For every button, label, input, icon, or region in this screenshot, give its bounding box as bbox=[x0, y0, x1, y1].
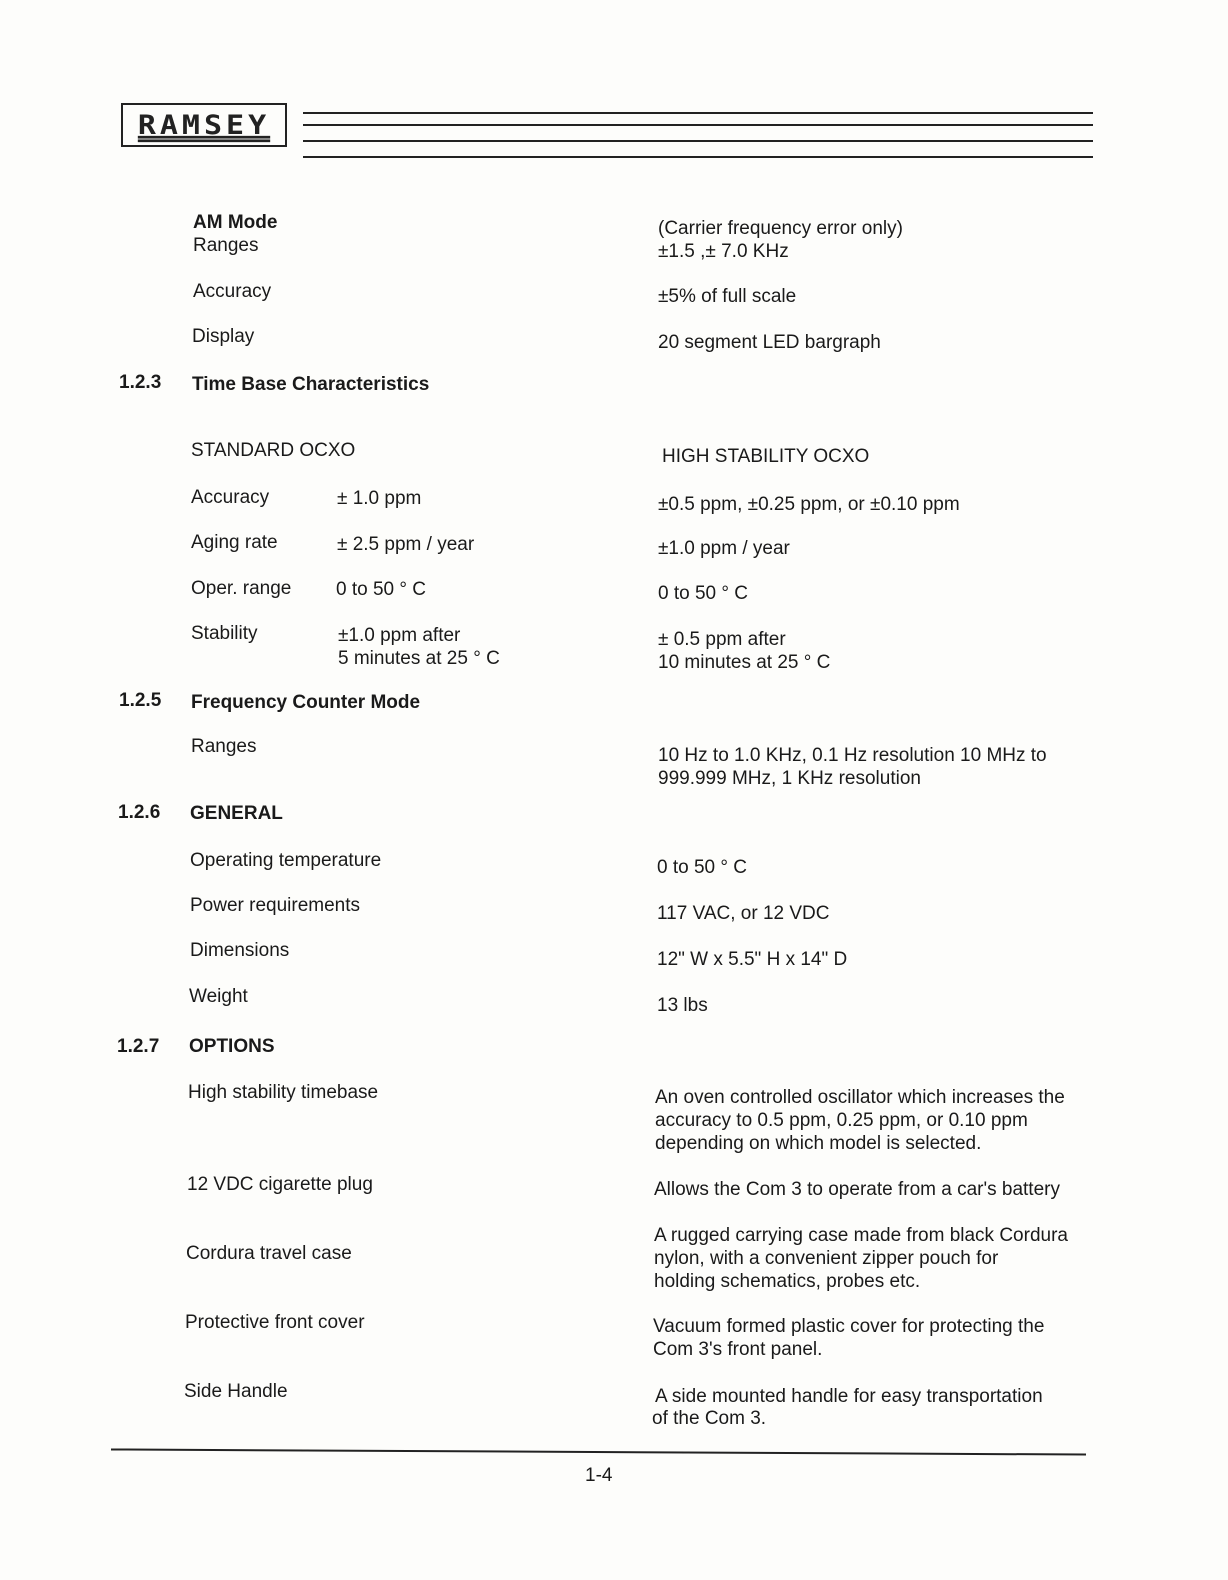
header-rule-top bbox=[303, 112, 1093, 114]
general-row-value: 0 to 50 ° C bbox=[657, 857, 747, 878]
tb-oper-range-high: 0 to 50 ° C bbox=[658, 583, 748, 604]
option-description: Allows the Com 3 to operate from a car's battery bbox=[654, 1179, 1060, 1200]
general-row-label: Weight bbox=[189, 986, 248, 1007]
tb-aging-label: Aging rate bbox=[191, 532, 278, 553]
general-row-value: 13 lbs bbox=[657, 995, 708, 1016]
freq-counter-heading: Frequency Counter Mode bbox=[191, 692, 421, 713]
option-description: nylon, with a convenient zipper pouch for bbox=[654, 1248, 999, 1269]
am-display-label: Display bbox=[192, 326, 255, 347]
am-display-value: 20 segment LED bargraph bbox=[658, 332, 881, 353]
am-ranges-label: Ranges bbox=[193, 235, 259, 256]
tb-accuracy-high: ±0.5 ppm, ±0.25 ppm, or ±0.10 ppm bbox=[658, 494, 960, 515]
page-number: 1-4 bbox=[585, 1465, 613, 1486]
tb-stability-std-2: 5 minutes at 25 ° C bbox=[338, 648, 500, 669]
tb-stability-high-2: 10 minutes at 25 ° C bbox=[658, 652, 831, 673]
standard-ocxo-title: STANDARD OCXO bbox=[191, 440, 356, 461]
general-row-label: Operating temperature bbox=[190, 850, 382, 871]
tb-aging-high: ±1.0 ppm / year bbox=[658, 538, 790, 559]
option-description: accuracy to 0.5 ppm, 0.25 ppm, or 0.10 ppm bbox=[655, 1110, 1028, 1131]
option-label: Side Handle bbox=[184, 1381, 288, 1402]
am-accuracy-value: ±5% of full scale bbox=[658, 286, 797, 307]
section-number: 1.2.3 bbox=[119, 372, 162, 393]
general-row-value: 117 VAC, or 12 VDC bbox=[657, 903, 830, 924]
general-heading: GENERAL bbox=[190, 803, 283, 824]
option-description: A side mounted handle for easy transportation bbox=[655, 1386, 1043, 1407]
section-number: 1.2.7 bbox=[117, 1036, 160, 1057]
option-description: holding schematics, probes etc. bbox=[654, 1271, 921, 1292]
option-description: Vacuum formed plastic cover for protecting the bbox=[653, 1316, 1045, 1337]
tb-oper-range-std: 0 to 50 ° C bbox=[336, 579, 426, 600]
fc-ranges-label: Ranges bbox=[191, 736, 257, 757]
option-description: of the Com 3. bbox=[652, 1408, 767, 1429]
tb-accuracy-std: ± 1.0 ppm bbox=[337, 488, 422, 509]
footer-rule bbox=[111, 1448, 1086, 1455]
fc-ranges-line-2: 999.999 MHz, 1 KHz resolution bbox=[658, 768, 921, 789]
tb-oper-range-label: Oper. range bbox=[191, 578, 292, 599]
option-label: Cordura travel case bbox=[186, 1243, 352, 1264]
tb-stability-std: ±1.0 ppm after bbox=[338, 625, 461, 646]
section-number: 1.2.5 bbox=[119, 690, 162, 711]
option-description: Com 3's front panel. bbox=[653, 1339, 823, 1360]
header-rule-middle bbox=[303, 124, 1093, 126]
am-ranges-value: ±1.5 ,± 7.0 KHz bbox=[658, 241, 789, 262]
time-base-heading: Time Base Characteristics bbox=[192, 374, 430, 395]
section-number: 1.2.6 bbox=[118, 802, 161, 823]
am-accuracy-label: Accuracy bbox=[193, 281, 272, 302]
option-description: An oven controlled oscillator which increases the bbox=[655, 1087, 1065, 1108]
tb-stability-label: Stability bbox=[191, 623, 258, 644]
logo-text: RAMSEY bbox=[137, 109, 271, 141]
option-description: depending on which model is selected. bbox=[655, 1133, 982, 1154]
option-label: 12 VDC cigarette plug bbox=[187, 1174, 373, 1195]
general-row-label: Dimensions bbox=[190, 940, 290, 961]
header-rule-bottom bbox=[303, 140, 1093, 142]
options-heading: OPTIONS bbox=[189, 1036, 275, 1057]
tb-accuracy-label: Accuracy bbox=[191, 487, 270, 508]
header-rule-under bbox=[303, 156, 1093, 158]
ramsey-logo bbox=[121, 103, 287, 147]
fc-ranges-line-1: 10 Hz to 1.0 KHz, 0.1 Hz resolution 10 MHz to bbox=[658, 745, 1047, 766]
high-stability-ocxo-title: HIGH STABILITY OCXO bbox=[662, 446, 870, 467]
general-row-label: Power requirements bbox=[190, 895, 361, 916]
option-label: High stability timebase bbox=[188, 1082, 379, 1103]
tb-aging-std: ± 2.5 ppm / year bbox=[337, 534, 475, 555]
tb-stability-high: ± 0.5 ppm after bbox=[658, 629, 786, 650]
general-row-value: 12" W x 5.5" H x 14" D bbox=[657, 949, 848, 970]
option-label: Protective front cover bbox=[185, 1312, 365, 1333]
option-description: A rugged carrying case made from black Cordura bbox=[654, 1225, 1068, 1246]
am-note: (Carrier frequency error only) bbox=[658, 218, 903, 239]
am-mode-heading: AM Mode bbox=[193, 212, 278, 233]
